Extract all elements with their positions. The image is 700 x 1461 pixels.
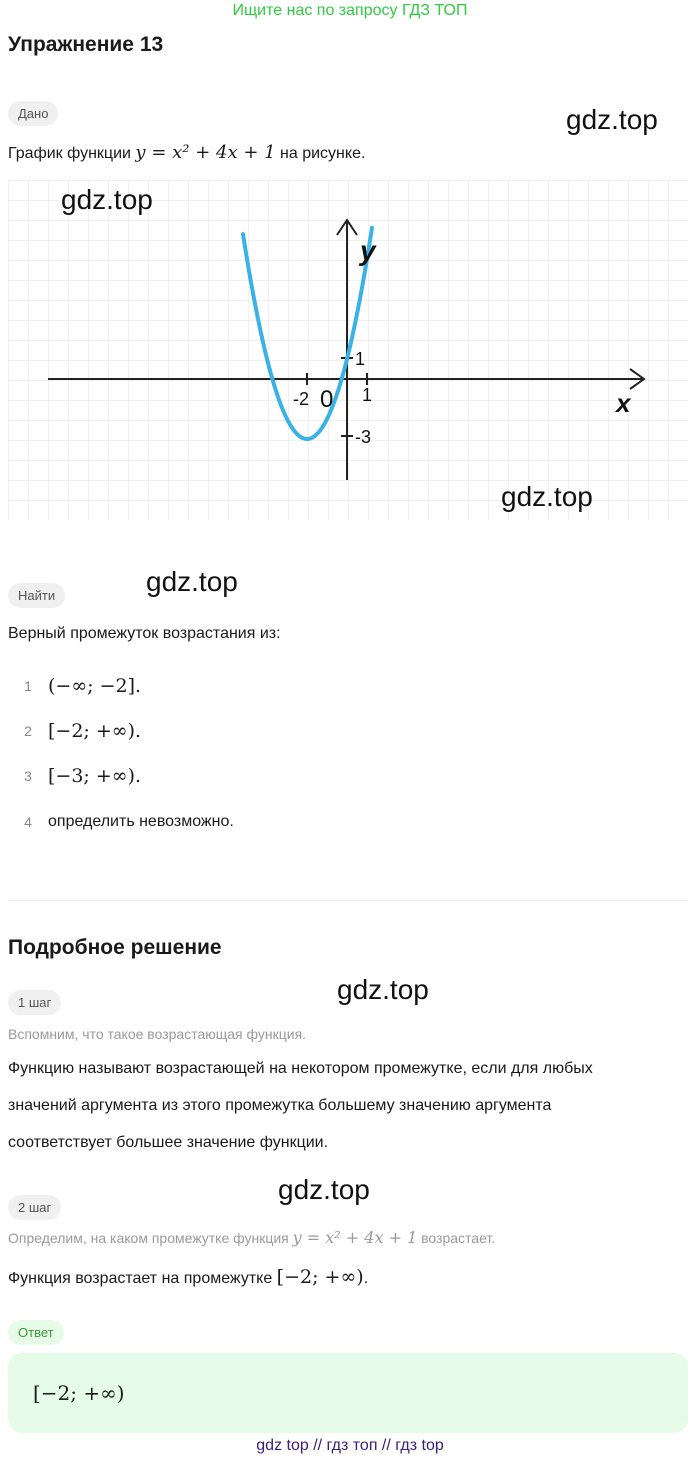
option-number: 3 (24, 768, 32, 784)
label-y-neg3: -3 (355, 427, 372, 447)
find-pill: Найти (8, 583, 65, 608)
watermark: gdz.top (501, 481, 593, 512)
step1-pill: 1 шаг (8, 990, 61, 1015)
step2-text-after: . (363, 1270, 369, 1287)
given-text-before: График функции (8, 145, 136, 162)
section-divider (8, 900, 688, 901)
given-pill: Дано (8, 101, 58, 126)
step2-text-before: Функция возрастает на промежутке (8, 1270, 277, 1287)
watermark: gdz.top (278, 1174, 370, 1205)
step2-hint-formula: y = x² + 4x + 1 (292, 1228, 418, 1247)
footer-links[interactable]: gdz top // гдз топ // гдз top (256, 1437, 444, 1454)
option-value: (−∞; −2]. (48, 675, 142, 697)
origin-label: 0 (320, 386, 334, 413)
step1-hint: Вспомним, что такое возрастающая функция. (8, 1026, 307, 1042)
option-value: [−3; +∞). (48, 765, 142, 787)
step2-text (8, 1266, 368, 1288)
step2-hint-after: возрастает. (417, 1230, 496, 1246)
step2-hint (8, 1228, 495, 1247)
given-formula: y = x² + 4x + 1 (135, 142, 276, 163)
answer-box (8, 1353, 688, 1433)
option-value: определить невозможно. (48, 813, 234, 830)
label-x-neg2: -2 (293, 389, 310, 409)
answer-value: [−2; +∞) (33, 1381, 125, 1405)
solution-title: Подробное решение (8, 936, 222, 959)
step1-line: соответствует большее значение функции. (8, 1134, 329, 1151)
function-graph (8, 180, 688, 520)
step2-interval: [−2; +∞) (276, 1266, 364, 1288)
step1-line: Функцию называют возрастающей на некотором промежутке, если для любых (8, 1060, 593, 1077)
option-value: [−2; +∞). (48, 720, 142, 742)
find-question: Верный промежуток возрастания из: (8, 625, 281, 642)
option-number: 1 (24, 678, 32, 694)
top-banner-link[interactable]: Ищите нас по запросу ГДЗ ТОП (232, 2, 468, 19)
watermark: gdz.top (146, 566, 238, 597)
watermark: gdz.top (566, 104, 658, 135)
answer-pill: Ответ (8, 1320, 64, 1345)
option-number: 2 (24, 723, 32, 739)
watermark: gdz.top (61, 184, 153, 215)
option-3[interactable] (20, 765, 141, 787)
exercise-title: Упражнение 13 (8, 33, 164, 56)
label-x-1: 1 (362, 385, 373, 405)
step2-pill: 2 шаг (8, 1195, 61, 1220)
step2-hint-before: Определим, на каком промежутке функция (8, 1230, 293, 1246)
option-number: 4 (24, 814, 32, 830)
step1-line: значений аргумента из этого промежутка большему значению аргумента (8, 1097, 552, 1114)
given-text (8, 142, 365, 163)
graph-svg (8, 180, 688, 520)
label-y-1: 1 (355, 349, 366, 369)
option-4[interactable] (20, 813, 234, 831)
option-2[interactable] (20, 720, 141, 742)
option-1[interactable] (20, 675, 141, 697)
given-text-after: на рисунке. (275, 145, 366, 162)
y-axis-label: y (360, 235, 376, 266)
x-axis-label: x (616, 388, 631, 418)
watermark: gdz.top (337, 974, 429, 1005)
